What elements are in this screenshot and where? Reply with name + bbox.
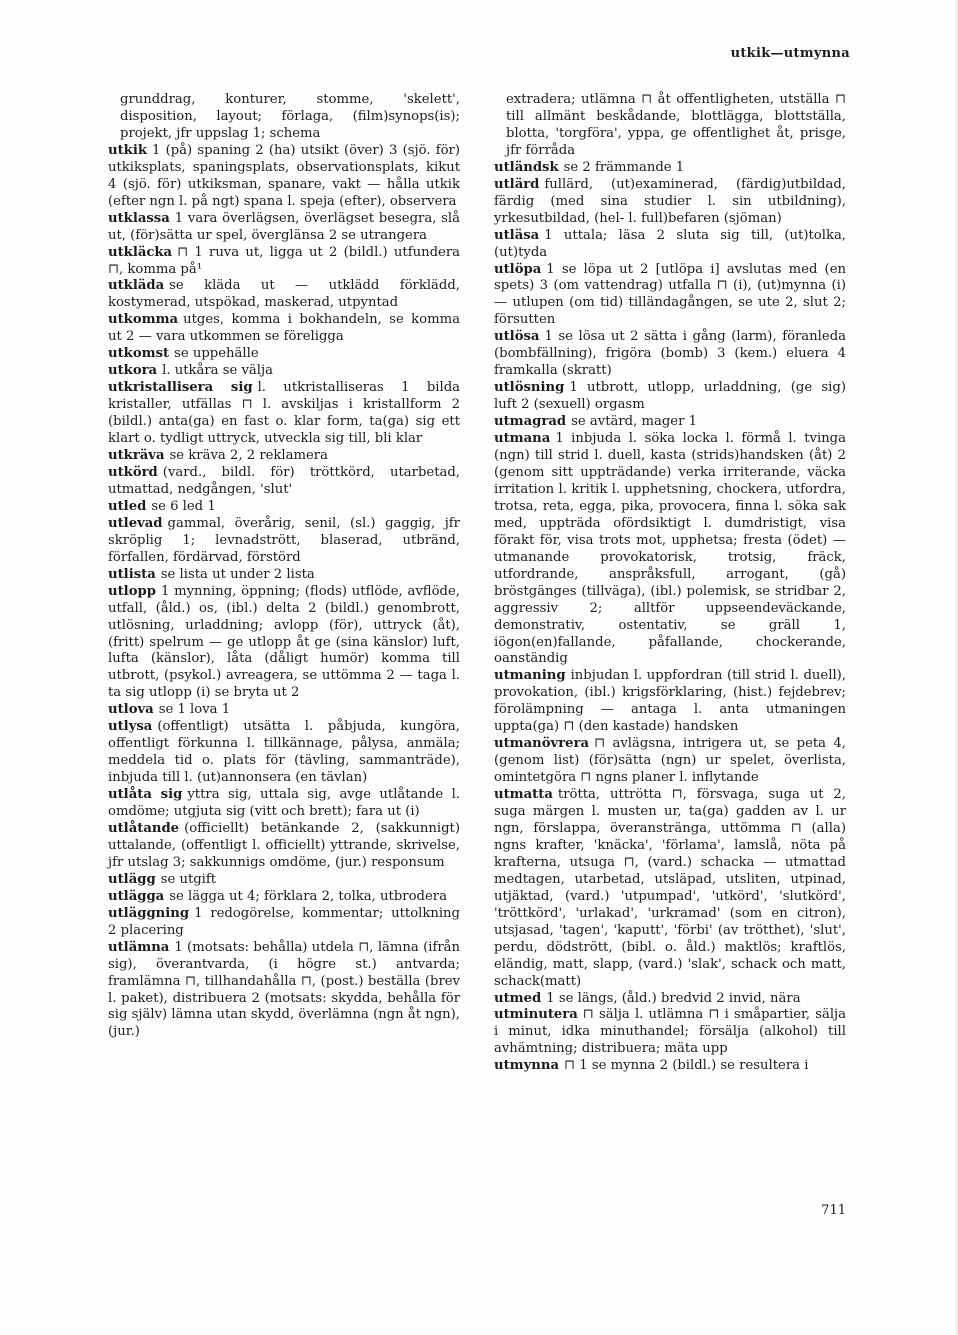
dictionary-entry	[108, 940, 460, 1042]
dictionary-entry	[108, 448, 460, 465]
entry-definition: l. utkristalliseras 1 bilda kristaller, utfällas ⊓ l. avskiljas i kristallform 2 (bildl.) anta(ga) en fast o. klar form, ta(ga) sig ett klart o. tydligt uttryck, utveckla sig till, bli klar	[108, 380, 460, 447]
entry-headword: utlärd	[494, 176, 540, 192]
entry-headword: utlägg	[108, 871, 156, 887]
dictionary-entry	[494, 414, 846, 431]
dictionary-entry	[108, 821, 460, 872]
dictionary-entry	[108, 516, 460, 567]
entry-definition: se 2 främmande 1	[563, 159, 685, 175]
entry-headword: utlöpa	[494, 261, 542, 277]
entry-definition: 1 vara överlägsen, överlägset besegra, slå ut, (för)sätta ur spel, överglänsa 2 se utrangera	[108, 210, 460, 243]
dictionary-entry	[494, 177, 846, 228]
entry-definition: se avtärd, mager 1	[571, 414, 697, 430]
entry-headword: utläggning	[108, 905, 190, 921]
dictionary-entry	[494, 431, 846, 668]
dictionary-entry	[108, 363, 460, 380]
entry-definition: extradera; utlämna ⊓ åt offentligheten, utställa ⊓ till allmänt beskådande, blottlägga, blottställa, blotta, 'torgföra', yppa, ge offentlighet åt, prisge, jfr förråda	[506, 92, 846, 158]
entry-headword: utlysa	[108, 719, 153, 735]
dictionary-entry	[108, 499, 460, 516]
running-head: utkik—utmynna	[730, 46, 850, 61]
entry-headword: utkörd	[108, 464, 158, 480]
dictionary-entry	[108, 719, 460, 787]
entry-definition: se lista ut under 2 lista	[160, 566, 315, 582]
entry-headword: utkläcka	[108, 244, 173, 260]
entry-headword: utmatta	[494, 787, 553, 803]
entry-definition: (offentligt) utsätta l. påbjuda, kungöra, offentligt förkunna l. tillkännage, pålysa, anmäla; meddela tid o. plats för (tävling, sammanträde), inbjuda till l. (ut)annonsera (en tävlan)	[108, 719, 460, 786]
dictionary-entry	[108, 143, 460, 211]
dictionary-entry	[108, 245, 460, 279]
entry-headword: utkristallisera sig	[108, 380, 253, 396]
entry-headword: utlova	[108, 702, 154, 718]
entry-definition: 1 utbrott, utlopp, urladdning, (ge sig) luft 2 (sexuell) orgasm	[494, 380, 846, 413]
dictionary-entry	[108, 211, 460, 245]
entry-definition: 1 redogörelse, kommentar; uttolkning 2 placering	[108, 905, 460, 938]
entry-headword: utmanövrera	[494, 736, 590, 752]
entry-headword: utkräva	[108, 448, 165, 464]
entry-definition: se 6 led 1	[151, 498, 216, 514]
entry-definition: 1 (motsats: behålla) utdela ⊓, lämna (ifrån sig), överantvarda, (i högre st.) antvarda; framlämna ⊓, tillhandahålla ⊓, (post.) beställa (brev l. paket), distribuera 2 (motsats: skydda, behålla för sig själv) lämna utan skydd, överlämna (ngn åt ngn), (jur.)	[108, 939, 460, 1040]
dictionary-entry	[494, 1058, 846, 1075]
entry-definition: 1 uttala; läsa 2 sluta sig till, (ut)tolka, (ut)tyda	[494, 227, 846, 260]
dictionary-entry	[108, 346, 460, 363]
entry-definition: se uppehälle	[174, 346, 259, 362]
entry-definition: gammal, överårig, senil, (sl.) gaggig, jfr skröplig 1; levnadstrött, blaserad, utbränd, förfallen, fördärvad, förstörd	[108, 515, 460, 565]
dictionary-entry	[108, 584, 460, 703]
dictionary-entry	[108, 465, 460, 499]
entry-definition: (vard., bildl. för) tröttkörd, utarbetad, utmattad, nedgången, 'slut'	[108, 464, 460, 497]
entry-headword: utlista	[108, 566, 156, 582]
dictionary-entry	[494, 380, 846, 414]
entry-headword: utkläda	[108, 278, 165, 294]
entry-headword: utled	[108, 498, 147, 514]
entry-headword: utkora	[108, 363, 158, 379]
entry-headword: utmaning	[494, 668, 566, 684]
entry-definition: trötta, uttrötta ⊓, försvaga, suga ut 2, suga märgen l. musten ur, ta(ga) gadden av l. ur ngn, förslappa, överanstränga, uttömma ⊓ (alla) ngns krafter, 'knäcka', 'förlama', lamslå, nöta på krafterna, utsuga ⊓, (vard.) schacka — utmattad medtagen, utarbetad, utsläpad, utsliten, utpinad, utjäktad, (vard.) 'utpumpad', 'utkörd', 'slutkörd', 'tröttkörd', 'urlakad', 'urkramad' (som en citron), utsjasad, 'tagen', 'kaputt', 'förbi' (av trötthet), 'slut', perdu, dödstrött, (bibl. o. åld.) maktlös; kraftlös, eländig, matt, slapp, (vard.) 'slak', schack och matt, schack(matt)	[494, 787, 846, 989]
entry-definition: 1 se löpa ut 2 [utlöpa i] avslutas med (en spets) 3 (om vattendrag) utfalla ⊓ (i), (ut)mynna (i) — utlupen (om tid) tilländagången, se ute 2, slut 2; försutten	[494, 261, 846, 328]
dictionary-entry	[108, 380, 460, 448]
entry-definition: 1 mynning, öppning; (flods) utflöde, avflöde, utfall, (åld.) os, (ibl.) delta 2 (bildl.) genombrott, utlösning, urladdning; avlopp (för), uttryck (åt), (fritt) spelrum — ge utlopp åt ge (sina känslor) luft, lufta (känslor), låta (dåligt humör) komma till utbrott, (psykol.) avreagera, se uttömma 2 — taga l. ta sig utlopp (i) se bryta ut 2	[108, 583, 460, 701]
dictionary-entry	[108, 702, 460, 719]
entry-definition: 1 se längs, (åld.) bredvid 2 invid, nära	[546, 990, 801, 1006]
entry-definition: 1 (på) spaning 2 (ha) utsikt (över) 3 (sjö. för) utkiksplats, spaningsplats, observationsplats, kikut 4 (sjö. för) utkiksman, spanare, vakt — hålla utkik (efter ngn l. på ngt) spana l. speja (efter), observera	[108, 142, 460, 209]
right-column	[494, 92, 846, 1075]
entry-definition: ⊓ avlägsna, intrigera ut, se peta 4, (genom list) (för)sätta (ngn) ur spelet, överlista, omintetgöra ⊓ ngns planer l. inflytande	[494, 736, 846, 786]
dictionary-entry	[108, 278, 460, 312]
dictionary-entry	[108, 787, 460, 821]
entry-headword: utlåta sig	[108, 787, 183, 803]
entry-headword: utminutera	[494, 1007, 578, 1023]
entry-headword: utkik	[108, 142, 147, 158]
entry-headword: utmed	[494, 990, 542, 1006]
entry-headword: utlösning	[494, 380, 565, 396]
page-number: 711	[821, 1203, 846, 1218]
dictionary-entry	[108, 872, 460, 889]
dictionary-entry	[494, 160, 846, 177]
entry-headword: utlägga	[108, 888, 165, 904]
entry-definition: se 1 lova 1	[158, 702, 231, 718]
entry-headword: utlopp	[108, 583, 156, 599]
dictionary-entry	[494, 228, 846, 262]
entry-definition: se utgift	[160, 871, 217, 887]
dictionary-entry	[494, 991, 846, 1008]
entry-headword: utkomma	[108, 312, 179, 328]
entry-headword: utmana	[494, 431, 551, 447]
entry-headword: utklassa	[108, 210, 170, 226]
entry-definition: fullärd, (ut)examinerad, (färdig)utbildad, färdig (med sina studier l. sin utbildning), yrkesutbildad, (hel- l. full)befaren (sjöman)	[494, 176, 846, 226]
entry-headword: utlåtande	[108, 820, 180, 836]
dictionary-entry	[108, 889, 460, 906]
entry-definition: se lägga ut 4; förklara 2, tolka, utbrodera	[169, 888, 447, 904]
entry-definition: l. utkåra se välja	[162, 363, 273, 379]
left-column	[108, 92, 460, 1041]
entry-headword: utläsa	[494, 227, 540, 243]
dictionary-entry	[108, 906, 460, 940]
entry-definition: ⊓ 1 se mynna 2 (bildl.) se resultera i	[564, 1058, 809, 1074]
entry-definition: 1 inbjuda l. söka locka l. förmå l. tvinga (ngn) till strid l. duell, kasta (strids)handsken (åt) 2 (genom sitt uppträdande) verka irriterande, väcka irritation l. kritik l. upphetsning, chockera, utfordra, trotsa, reta, egga, pika, provocera, finna l. söka sak med, uppträda ofördsiktigt l. dumdristigt, visa förakt för, visa trots mot, upphetsa; fresta (ödet) — utmanande provokatorisk, trotsig, fräck, utfordrande, anspråksfull, arrogant, (gå) bröstgänges (tillväga), (ibl.) polemisk, se stridbar 2, aggressiv 2; alltför uppseendeväckande, demonstrativ, ostentativ, se gräll 1, iögon(en)fallande, påfallande, chockerande, oanständig	[494, 431, 846, 667]
entry-headword: utlösa	[494, 329, 540, 345]
dictionary-entry	[494, 92, 846, 160]
entry-definition: se kläda ut — utklädd förklädd, kostymerad, utspökad, maskerad, utpyntad	[108, 278, 460, 311]
entry-definition: ⊓ 1 ruva ut, ligga ut 2 (bildl.) utfundera ⊓, komma på¹	[108, 244, 460, 277]
entry-headword: utländsk	[494, 159, 559, 175]
entry-definition: grunddrag, konturer, stomme, 'skelett', disposition, layout; förlaga, (film)synops(is); projekt, jfr uppslag 1; schema	[120, 92, 460, 141]
entry-headword: utlämna	[108, 939, 170, 955]
entry-definition: (officiellt) betänkande 2, (sakkunnigt) uttalande, (offentligt l. officiellt) yttrande, skrivelse, jfr utslag 3; sakkunnigs omdöme, (jur.) responsum	[108, 820, 460, 870]
dictionary-entry	[494, 262, 846, 330]
entry-headword: utkomst	[108, 346, 170, 362]
dictionary-entry	[494, 787, 846, 990]
entry-headword: utlevad	[108, 515, 163, 531]
dictionary-entry	[494, 668, 846, 736]
dictionary-entry	[108, 567, 460, 584]
entry-definition: 1 se lösa ut 2 sätta i gång (larm), föranleda (bombfällning), frigöra (bomb) 3 (kem.) eluera 4 framkalla (skratt)	[494, 329, 846, 379]
entry-definition: utges, komma i bokhandeln, se komma ut 2 — vara utkommen se föreligga	[108, 312, 460, 345]
entry-definition: yttra sig, uttala sig, avge utlåtande l. omdöme; utgjuta sig (vitt och brett); fara ut (i)	[108, 787, 460, 820]
entry-headword: utmagrad	[494, 414, 567, 430]
entry-definition: se kräva 2, 2 reklamera	[169, 448, 328, 464]
dictionary-entry	[494, 1007, 846, 1058]
entry-definition: ⊓ sälja l. utlämna ⊓ i småpartier, sälja i minut, idka minuthandel; försälja (alkohol) till avhämtning; distribuera; mäta upp	[494, 1007, 846, 1057]
entry-definition: inbjudan l. uppfordran (till strid l. duell), provokation, (ibl.) krigsförklaring, (hist.) fejdebrev; förolämpning — antaga l. anta utmaningen uppta(ga) ⊓ (den kastade) handsken	[494, 668, 846, 735]
entry-headword: utmynna	[494, 1058, 560, 1074]
dictionary-entry	[108, 312, 460, 346]
dictionary-entry	[494, 736, 846, 787]
dictionary-entry	[494, 329, 846, 380]
dictionary-entry	[108, 92, 460, 143]
